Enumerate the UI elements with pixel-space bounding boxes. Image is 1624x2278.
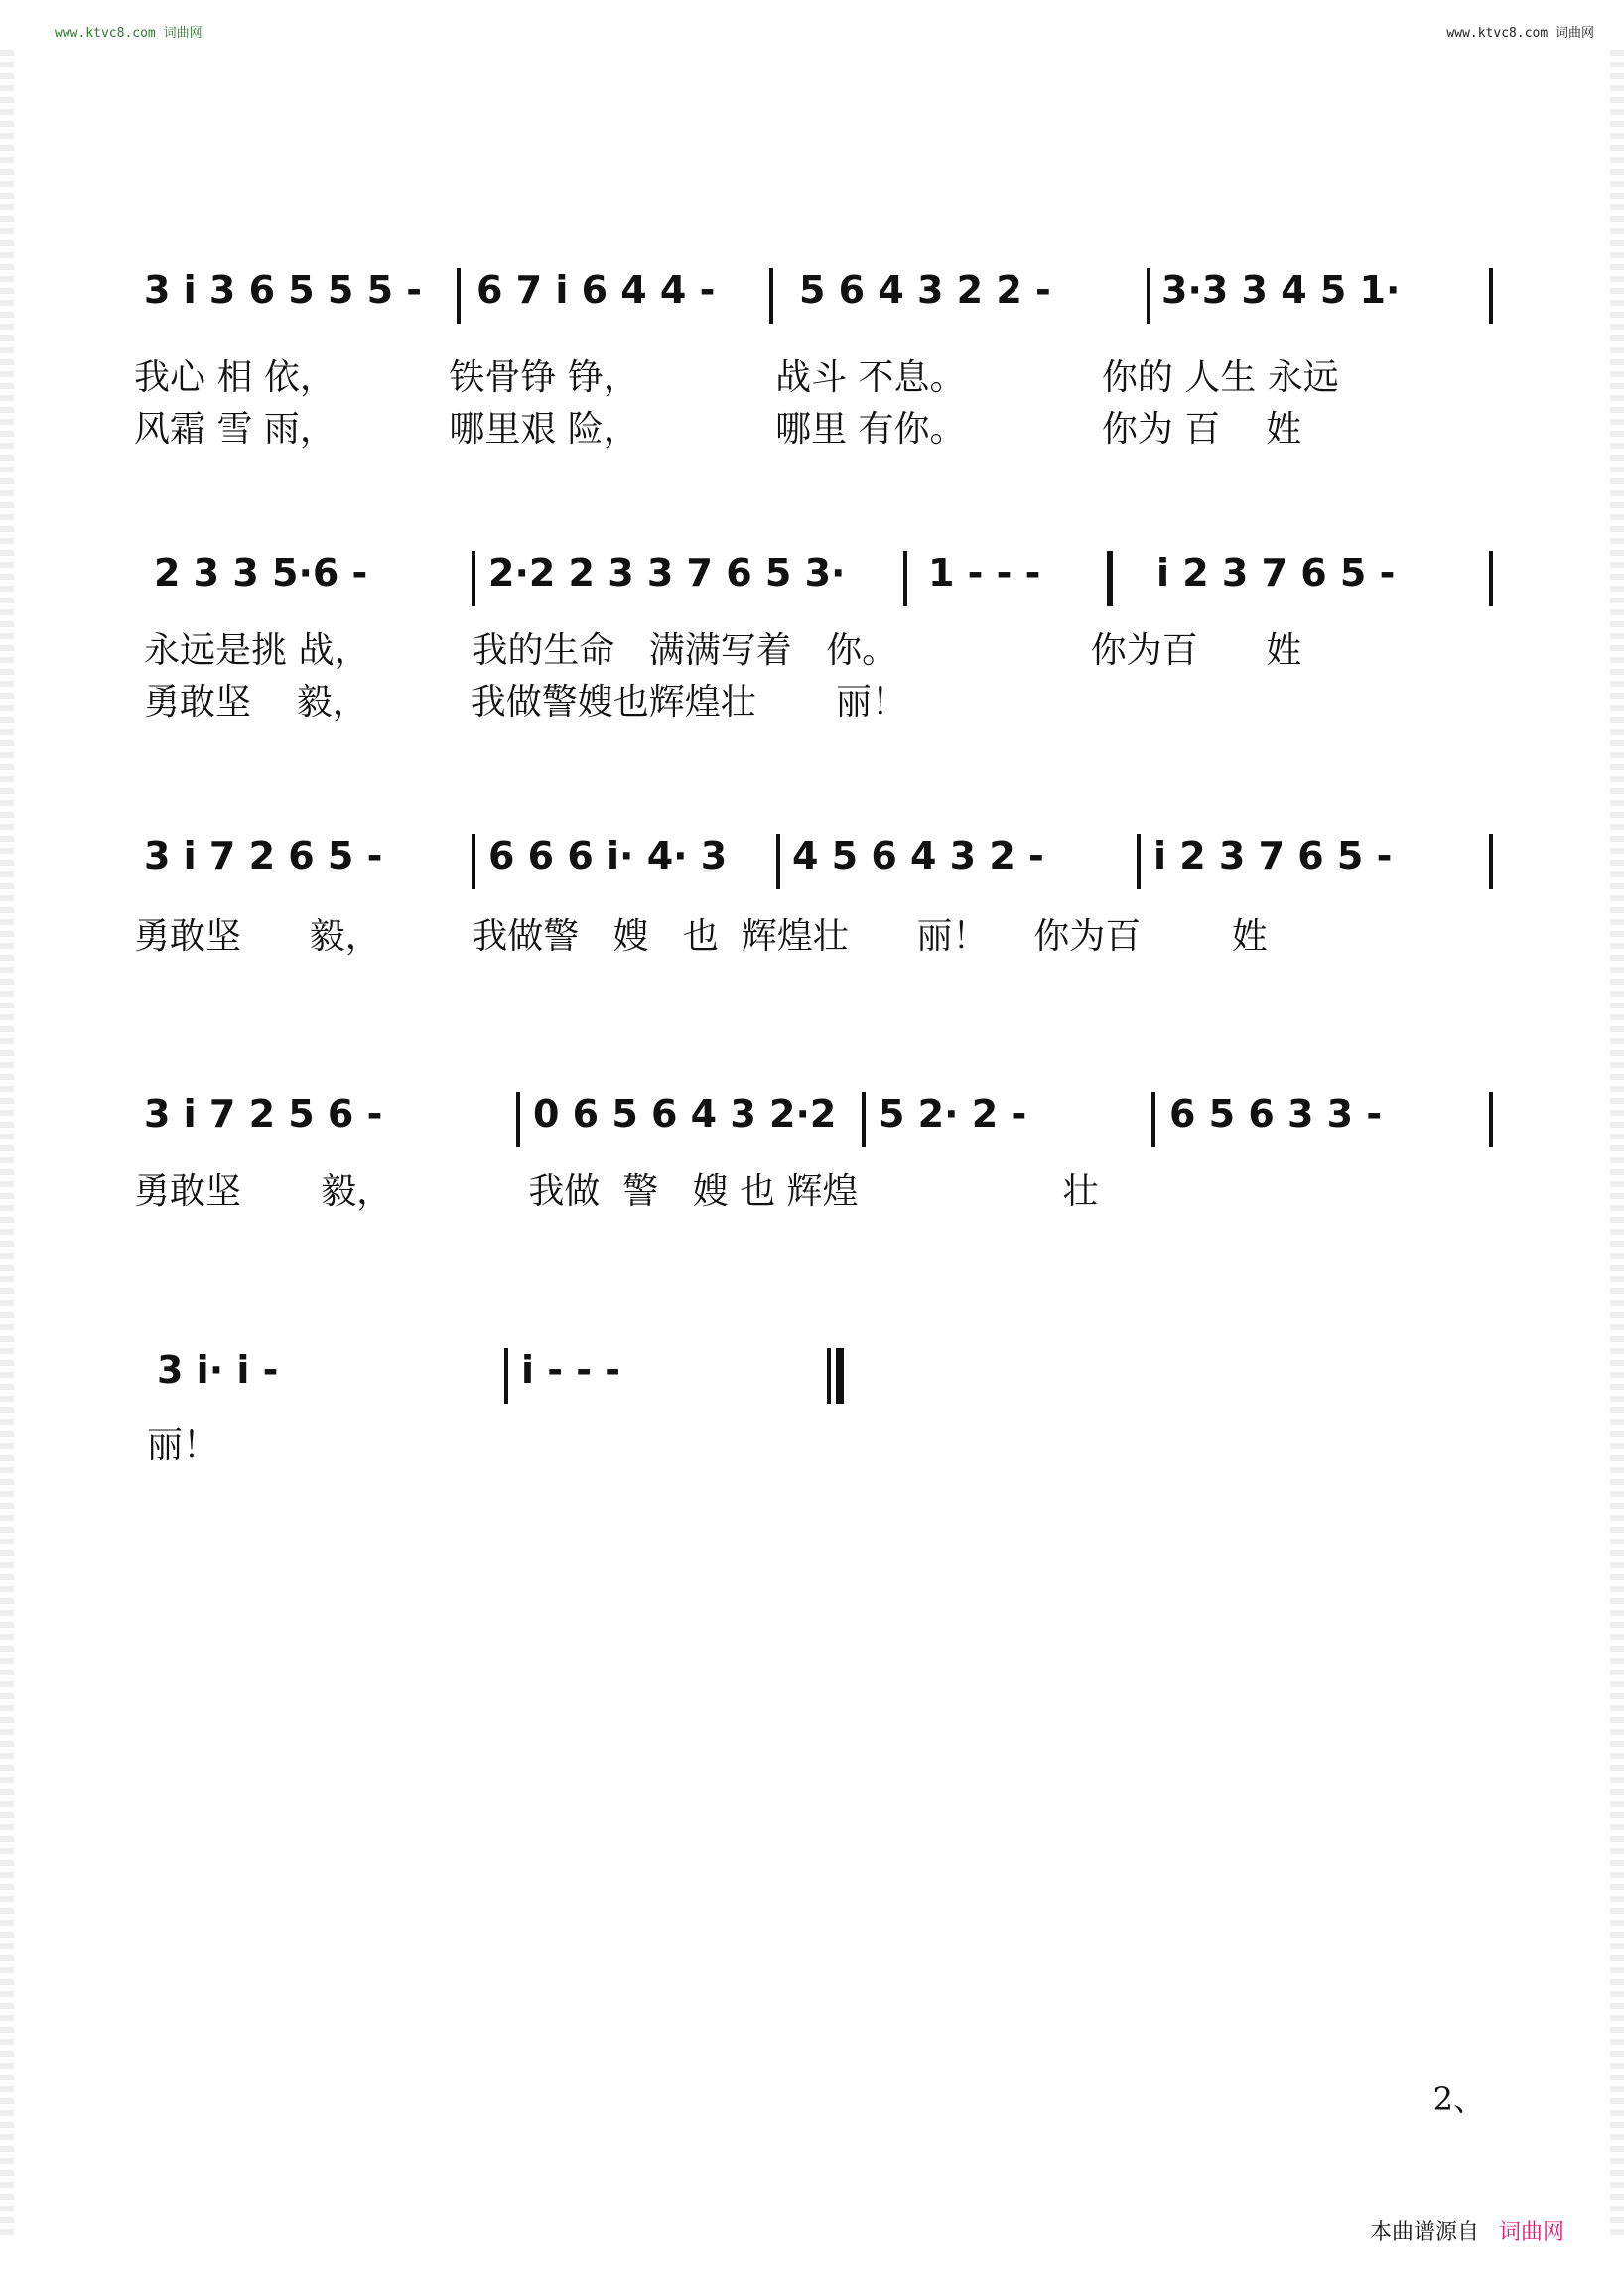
footer-brand-link[interactable]: 词曲网 xyxy=(1498,2220,1564,2245)
measure-2: 6 6 6 i· 4· 3 xyxy=(488,834,728,877)
measure-1: 2 3 3 5·6 - xyxy=(154,551,368,595)
left-watermark-strip xyxy=(0,50,14,2238)
repeat-barline xyxy=(1107,551,1113,606)
lyric-line-2: 勇敢坚 毅， 我做警嫂也辉煌壮 丽！ xyxy=(144,682,907,723)
barline xyxy=(1137,834,1141,889)
barline xyxy=(457,268,461,324)
barline xyxy=(769,268,773,324)
measure-2: 2·2 2 3 3 7 6 5 3· xyxy=(488,551,846,595)
measure-1: 3 i 3 6 5 5 5 - xyxy=(144,268,423,312)
barline xyxy=(1489,268,1493,324)
header-site-left: www.ktvc8.com 词曲网 xyxy=(55,26,203,41)
right-watermark-strip xyxy=(1610,50,1624,2238)
measure-1: 3 i 7 2 5 6 - xyxy=(144,1092,383,1136)
measure-3: 5 2· 2 - xyxy=(879,1092,1027,1136)
lyric-line-1: 勇敢坚 毅， 我做警 嫂 也 辉煌壮 丽！ 你为百 姓 xyxy=(134,916,1268,957)
measure-4: i 2 3 7 6 5 - xyxy=(1156,551,1396,595)
footer-source-label: 本曲谱源自 xyxy=(1369,2220,1479,2245)
measure-3: 4 5 6 4 3 2 - xyxy=(792,834,1044,877)
barline xyxy=(472,834,475,889)
barline xyxy=(504,1348,508,1404)
barline xyxy=(1151,1092,1155,1147)
measure-2: i - - - xyxy=(521,1348,621,1392)
lyric-line-1: 我心 相 依， 铁骨铮 铮， 战斗 不息。 你的 人生 永远 xyxy=(134,357,1339,398)
barline xyxy=(1147,268,1150,324)
barline xyxy=(516,1092,520,1147)
measure-2: 0 6 5 6 4 3 2·2 xyxy=(533,1092,837,1136)
lyric-line-1: 永远是挑 战， 我的生命 满满写着 你。 你为百 姓 xyxy=(144,630,1302,671)
measure-4: 3·3 3 4 5 1· xyxy=(1161,268,1401,312)
footer-credit xyxy=(1370,2215,1564,2246)
measure-4: i 2 3 7 6 5 - xyxy=(1153,834,1393,877)
measure-3: 5 6 4 3 2 2 - xyxy=(799,268,1051,312)
measure-2: 6 7 i 6 4 4 - xyxy=(476,268,716,312)
lyric-line-2: 风霜 雪 雨， 哪里艰 险， 哪里 有你。 你为 百 姓 xyxy=(134,409,1302,450)
barline xyxy=(1489,551,1493,606)
lyric-line-1: 丽！ xyxy=(147,1425,219,1466)
page-number: 2、 xyxy=(1432,2080,1485,2118)
final-barline-thin xyxy=(827,1348,831,1404)
measure-3: 1 - - - xyxy=(928,551,1041,595)
final-barline-thick xyxy=(836,1348,844,1404)
measure-4: 6 5 6 3 3 - xyxy=(1169,1092,1383,1136)
lyric-line-1: 勇敢坚 毅， 我做 警 嫂 也 辉煌 壮 xyxy=(134,1171,1099,1212)
barline xyxy=(903,551,907,606)
barline xyxy=(776,834,780,889)
measure-1: 3 i· i - xyxy=(157,1348,279,1392)
barline xyxy=(1489,834,1493,889)
measure-1: 3 i 7 2 6 5 - xyxy=(144,834,383,877)
barline xyxy=(1489,1092,1493,1147)
barline xyxy=(472,551,475,606)
barline xyxy=(862,1092,866,1147)
header-site-right: www.ktvc8.com 词曲网 xyxy=(1446,26,1594,41)
